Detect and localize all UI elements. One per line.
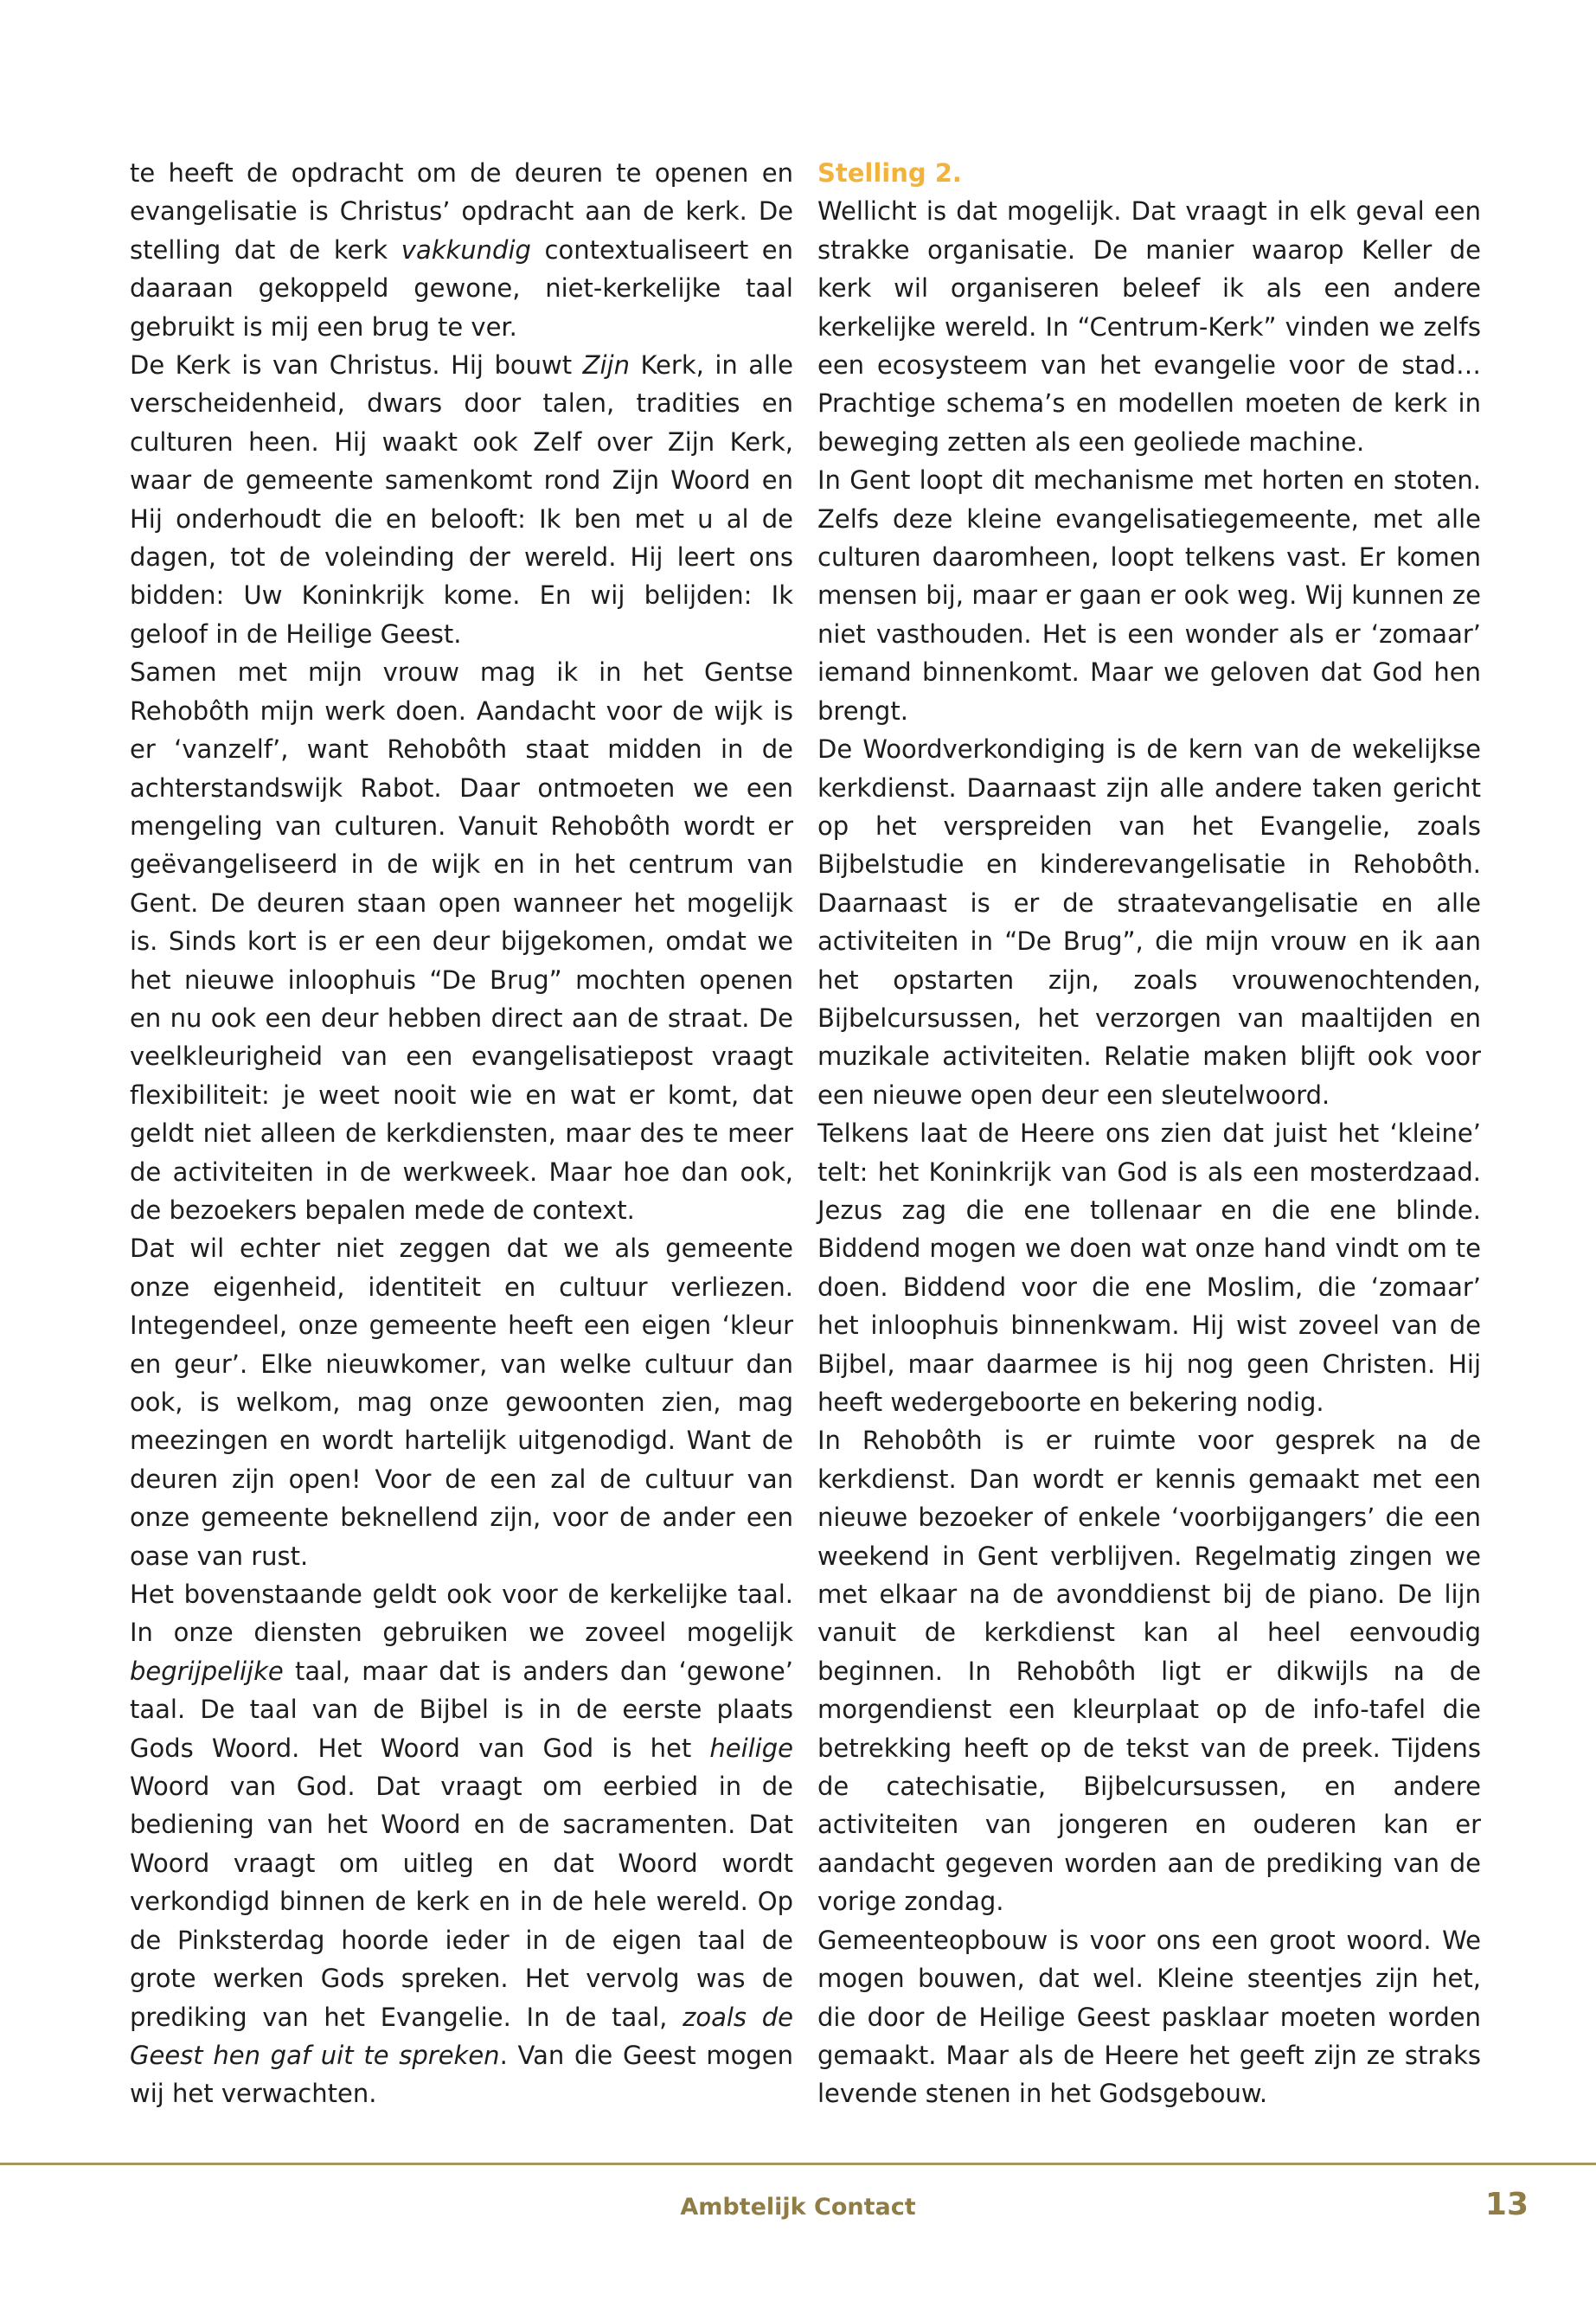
section-heading: Stelling 2. xyxy=(817,158,962,188)
text-run: De Woordverkondiging is de kern van de wekelijkse kerkdienst. Daarnaast zijn alle andere taken gericht op het verspreiden van het Evangelie, zoals Bijbelstudie en kinderevangelisatie in Rehobôth. Daarnaast is er de straatevangelisatie en alle activiteiten in “De Brug”, die mijn vrouw en ik aan het opstarten zijn, zoals vrouwenochtenden, Bijbelcursussen, het verzorgen van maaltijden en muzikale activiteiten. Relatie maken blijft ook voor een nieuwe open deur een sleutelwoord. xyxy=(817,734,1481,1110)
text-run: Woord van God. Dat vraagt om eerbied in de bediening van het Woord en de sacramenten. Dat Woord vraagt om uitleg en dat Woord wordt verkondigd binnen de kerk en in de hele wereld. Op de Pinksterdag hoorde ieder in de eigen taal de grote werken Gods spreken. Het vervolg was de prediking van het Evangelie. In de taal, xyxy=(130,1772,793,2032)
text-run: te heeft de opdracht om de deuren te openen en evangelisatie is Christus’ opdracht aan de kerk. De stelling dat de kerk xyxy=(130,158,793,265)
body-paragraph xyxy=(817,730,1481,1114)
italic-text: vakkundig xyxy=(401,234,531,265)
italic-text: begrijpelijke xyxy=(130,1656,284,1686)
right-text-column xyxy=(817,154,1481,2113)
body-paragraph xyxy=(130,1575,793,2113)
body-paragraph xyxy=(817,1421,1481,1920)
text-run: Het bovenstaande geldt ook voor de kerkelijke taal. In onze diensten gebruiken we zoveel mogelijk xyxy=(130,1580,793,1648)
footer-divider xyxy=(0,2163,1596,2165)
body-paragraph xyxy=(130,1229,793,1575)
body-paragraph xyxy=(130,346,793,653)
text-run: Dat wil echter niet zeggen dat we als gemeente onze eigenheid, identiteit en cultuur verliezen. Integendeel, onze gemeente heeft een eigen ‘kleur en geur’. Elke nieuwkomer, van welke cultuur dan ook, is welkom, mag onze gewoonten zien, mag meezingen en wordt hartelijk uitgenodigd. Want de deuren zijn open! Voor de een zal de cultuur van onze gemeente beknellend zijn, voor de ander een oase van rust. xyxy=(130,1234,793,1571)
text-run: In Gent loopt dit mechanisme met horten en stoten. Zelfs deze kleine evangelisatiegemeente, met alle culturen daaromheen, loopt telkens vast. Er komen mensen bij, maar er gaan er ook weg. Wij kunnen ze niet vasthouden. Het is een wonder als er ‘zomaar’ iemand binnenkomt. Maar we geloven dat God hen brengt. xyxy=(817,465,1481,726)
text-run: Wellicht is dat mogelijk. Dat vraagt in elk geval een strakke organisatie. De manier waarop Keller de kerk wil organiseren beleef ik als een andere kerkelijke wereld. In “Centrum-Kerk” vinden we zelfs een ecosysteem van het evangelie voor de stad… Prachtige schema’s en modellen moeten de kerk in beweging zetten als een geoliede machine. xyxy=(817,196,1481,457)
text-run: contextualiseert en daaraan gekoppeld gewone, niet-kerkelijke taal gebruikt is mij een brug te ver. xyxy=(130,234,793,342)
text-run: taal, maar dat is anders dan ‘gewone’ taal. De taal van de Bijbel is in de eerste plaats Gods Woord. Het Woord van God is het xyxy=(130,1656,793,1763)
italic-text: Zijn xyxy=(582,350,630,381)
text-run: . Van die Geest mogen wij het verwachten. xyxy=(130,2040,793,2109)
publication-title: Ambtelijk Contact xyxy=(680,2194,916,2221)
italic-text: heilige xyxy=(709,1733,793,1763)
body-paragraph xyxy=(130,653,793,1229)
left-text-column xyxy=(130,154,793,2113)
text-run: Kerk, in alle verscheidenheid, dwars door talen, tradities en culturen heen. Hij waakt ook Zelf over Zijn Kerk, waar de gemeente samenkomt rond Zijn Woord en Hij onderhoudt die en belooft: Ik ben met u al de dagen, tot de voleinding der wereld. Hij leert ons bidden: Uw Koninkrijk kome. En wij belijden: Ik geloof in de Heilige Geest. xyxy=(130,350,793,649)
text-run: Samen met mijn vrouw mag ik in het Gentse Rehobôth mijn werk doen. Aandacht voor de wijk is er ‘vanzelf’, want Rehobôth staat midden in de achterstandswijk Rabot. Daar ontmoeten we een mengeling van culturen. Vanuit Rehobôth wordt er geëvangeliseerd in de wijk en in het centrum van Gent. De deuren staan open wanneer het mogelijk is. Sinds kort is er een deur bijgekomen, omdat we het nieuwe inloophuis “De Brug” mochten openen en nu ook een deur hebben direct aan de straat. De veelkleurigheid van een evangelisatiepost vraagt flexibiliteit: je weet nooit wie en wat er komt, dat geldt niet alleen de kerkdiensten, maar des te meer de activiteiten in de werkweek. Maar hoe dan ook, de bezoekers bepalen mede de context. xyxy=(130,657,793,1225)
text-run: Telkens laat de Heere ons zien dat juist het ‘kleine’ telt: het Koninkrijk van God is als een mosterdzaad. Jezus zag die ene tollenaar en die ene blinde. Biddend mogen we doen wat onze hand vindt om te doen. Biddend voor die ene Moslim, die ‘zomaar’ het inloophuis binnenkwam. Hij wist zoveel van de Bijbel, maar daarmee is hij nog geen Christen. Hij heeft wedergeboorte en bekering nodig. xyxy=(817,1118,1481,1417)
body-paragraph xyxy=(817,1114,1481,1421)
body-paragraph xyxy=(817,1921,1481,2113)
body-paragraph xyxy=(817,192,1481,461)
italic-text: zoals de Geest hen gaf uit te spreken xyxy=(130,2002,793,2070)
body-paragraph xyxy=(817,461,1481,730)
text-run: Gemeenteopbouw is voor ons een groot woord. We mogen bouwen, dat wel. Kleine steentjes zijn het, die door de Heilige Geest pasklaar moeten worden gemaakt. Maar als de Heere het geeft zijn ze straks levende stenen in het Godsgebouw. xyxy=(817,1925,1481,2109)
text-run: In Rehobôth is er ruimte voor gesprek na de kerkdienst. Dan wordt er kennis gemaakt met een nieuwe bezoeker of enkele ‘voorbijgangers’ die een weekend in Gent verblijven. Regelmatig zingen we met elkaar na de avonddienst bij de piano. De lijn vanuit de kerkdienst kan al heel eenvoudig beginnen. In Rehobôth ligt er dikwijls na de morgendienst een kleurplaat op de info-tafel die betrekking heeft op de tekst van de preek. Tijdens de catechisatie, Bijbelcursussen, en andere activiteiten van jongeren en ouderen kan er aandacht gegeven worden aan de prediking van de vorige zondag. xyxy=(817,1426,1481,1917)
text-run: De Kerk is van Christus. Hij bouwt xyxy=(130,350,583,381)
body-paragraph xyxy=(130,154,793,346)
page-number: 13 xyxy=(1484,2187,1529,2222)
